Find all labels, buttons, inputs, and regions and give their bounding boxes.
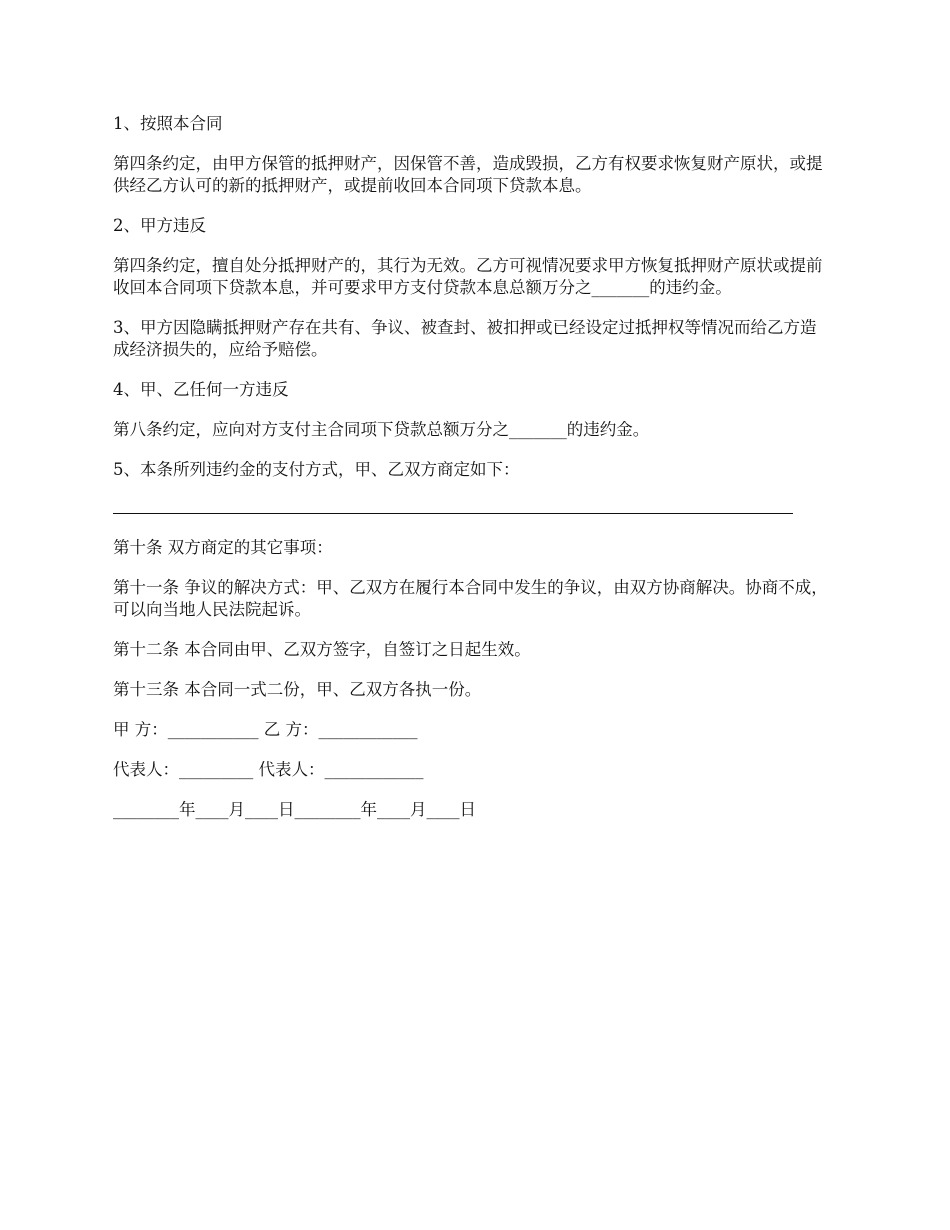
document-body: [113, 113, 828, 839]
party-signature-line: 甲 方：___________ 乙 方：____________: [113, 720, 418, 739]
article-11: 第十一条 争议的解决方式：甲、乙双方在履行本合同中发生的争议，由双方协商解决。协商不成，可以向当地人民法院起诉。: [113, 578, 828, 619]
clause-item-5: 5、本条所列违约金的支付方式，甲、乙双方商定如下：: [113, 460, 520, 479]
clause-item-2: 2、甲方违反: [113, 216, 206, 235]
date-line: ________年____月____日________年____月____日: [113, 800, 476, 819]
clause-text-4-custody: 第四条约定，由甲方保管的抵押财产，因保管不善，造成毁损，乙方有权要求恢复财产原状，或提供经乙方认可的新的抵押财产，或提前收回本合同项下贷款本息。: [113, 154, 823, 195]
clause-item-4: 4、甲、乙任何一方违反: [113, 380, 289, 399]
fill-in-line: [113, 513, 793, 514]
representative-signature-line: 代表人：_________ 代表人：____________: [113, 760, 424, 779]
clause-item-1: 1、按照本合同: [113, 114, 223, 133]
clause-text-4-disposal: 第四条约定，擅自处分抵押财产的，其行为无效。乙方可视情况要求甲方恢复抵押财产原状或提前收回本合同项下贷款本息，并可要求甲方支付贷款本息总额万分之_______的违约金。: [113, 256, 823, 297]
clause-item-3: 3、甲方因隐瞒抵押财产存在共有、争议、被查封、被扣押或已经设定过抵押权等情况而给乙方造成经济损失的，应给予赔偿。: [113, 318, 817, 359]
clause-text-8-penalty: 第八条约定，应向对方支付主合同项下贷款总额万分之_______的违约金。: [113, 420, 650, 439]
article-12: 第十二条 本合同由甲、乙双方签字，自签订之日起生效。: [113, 640, 531, 659]
article-10: 第十条 双方商定的其它事项：: [113, 538, 333, 557]
article-13: 第十三条 本合同一式二份，甲、乙双方各执一份。: [113, 680, 482, 699]
